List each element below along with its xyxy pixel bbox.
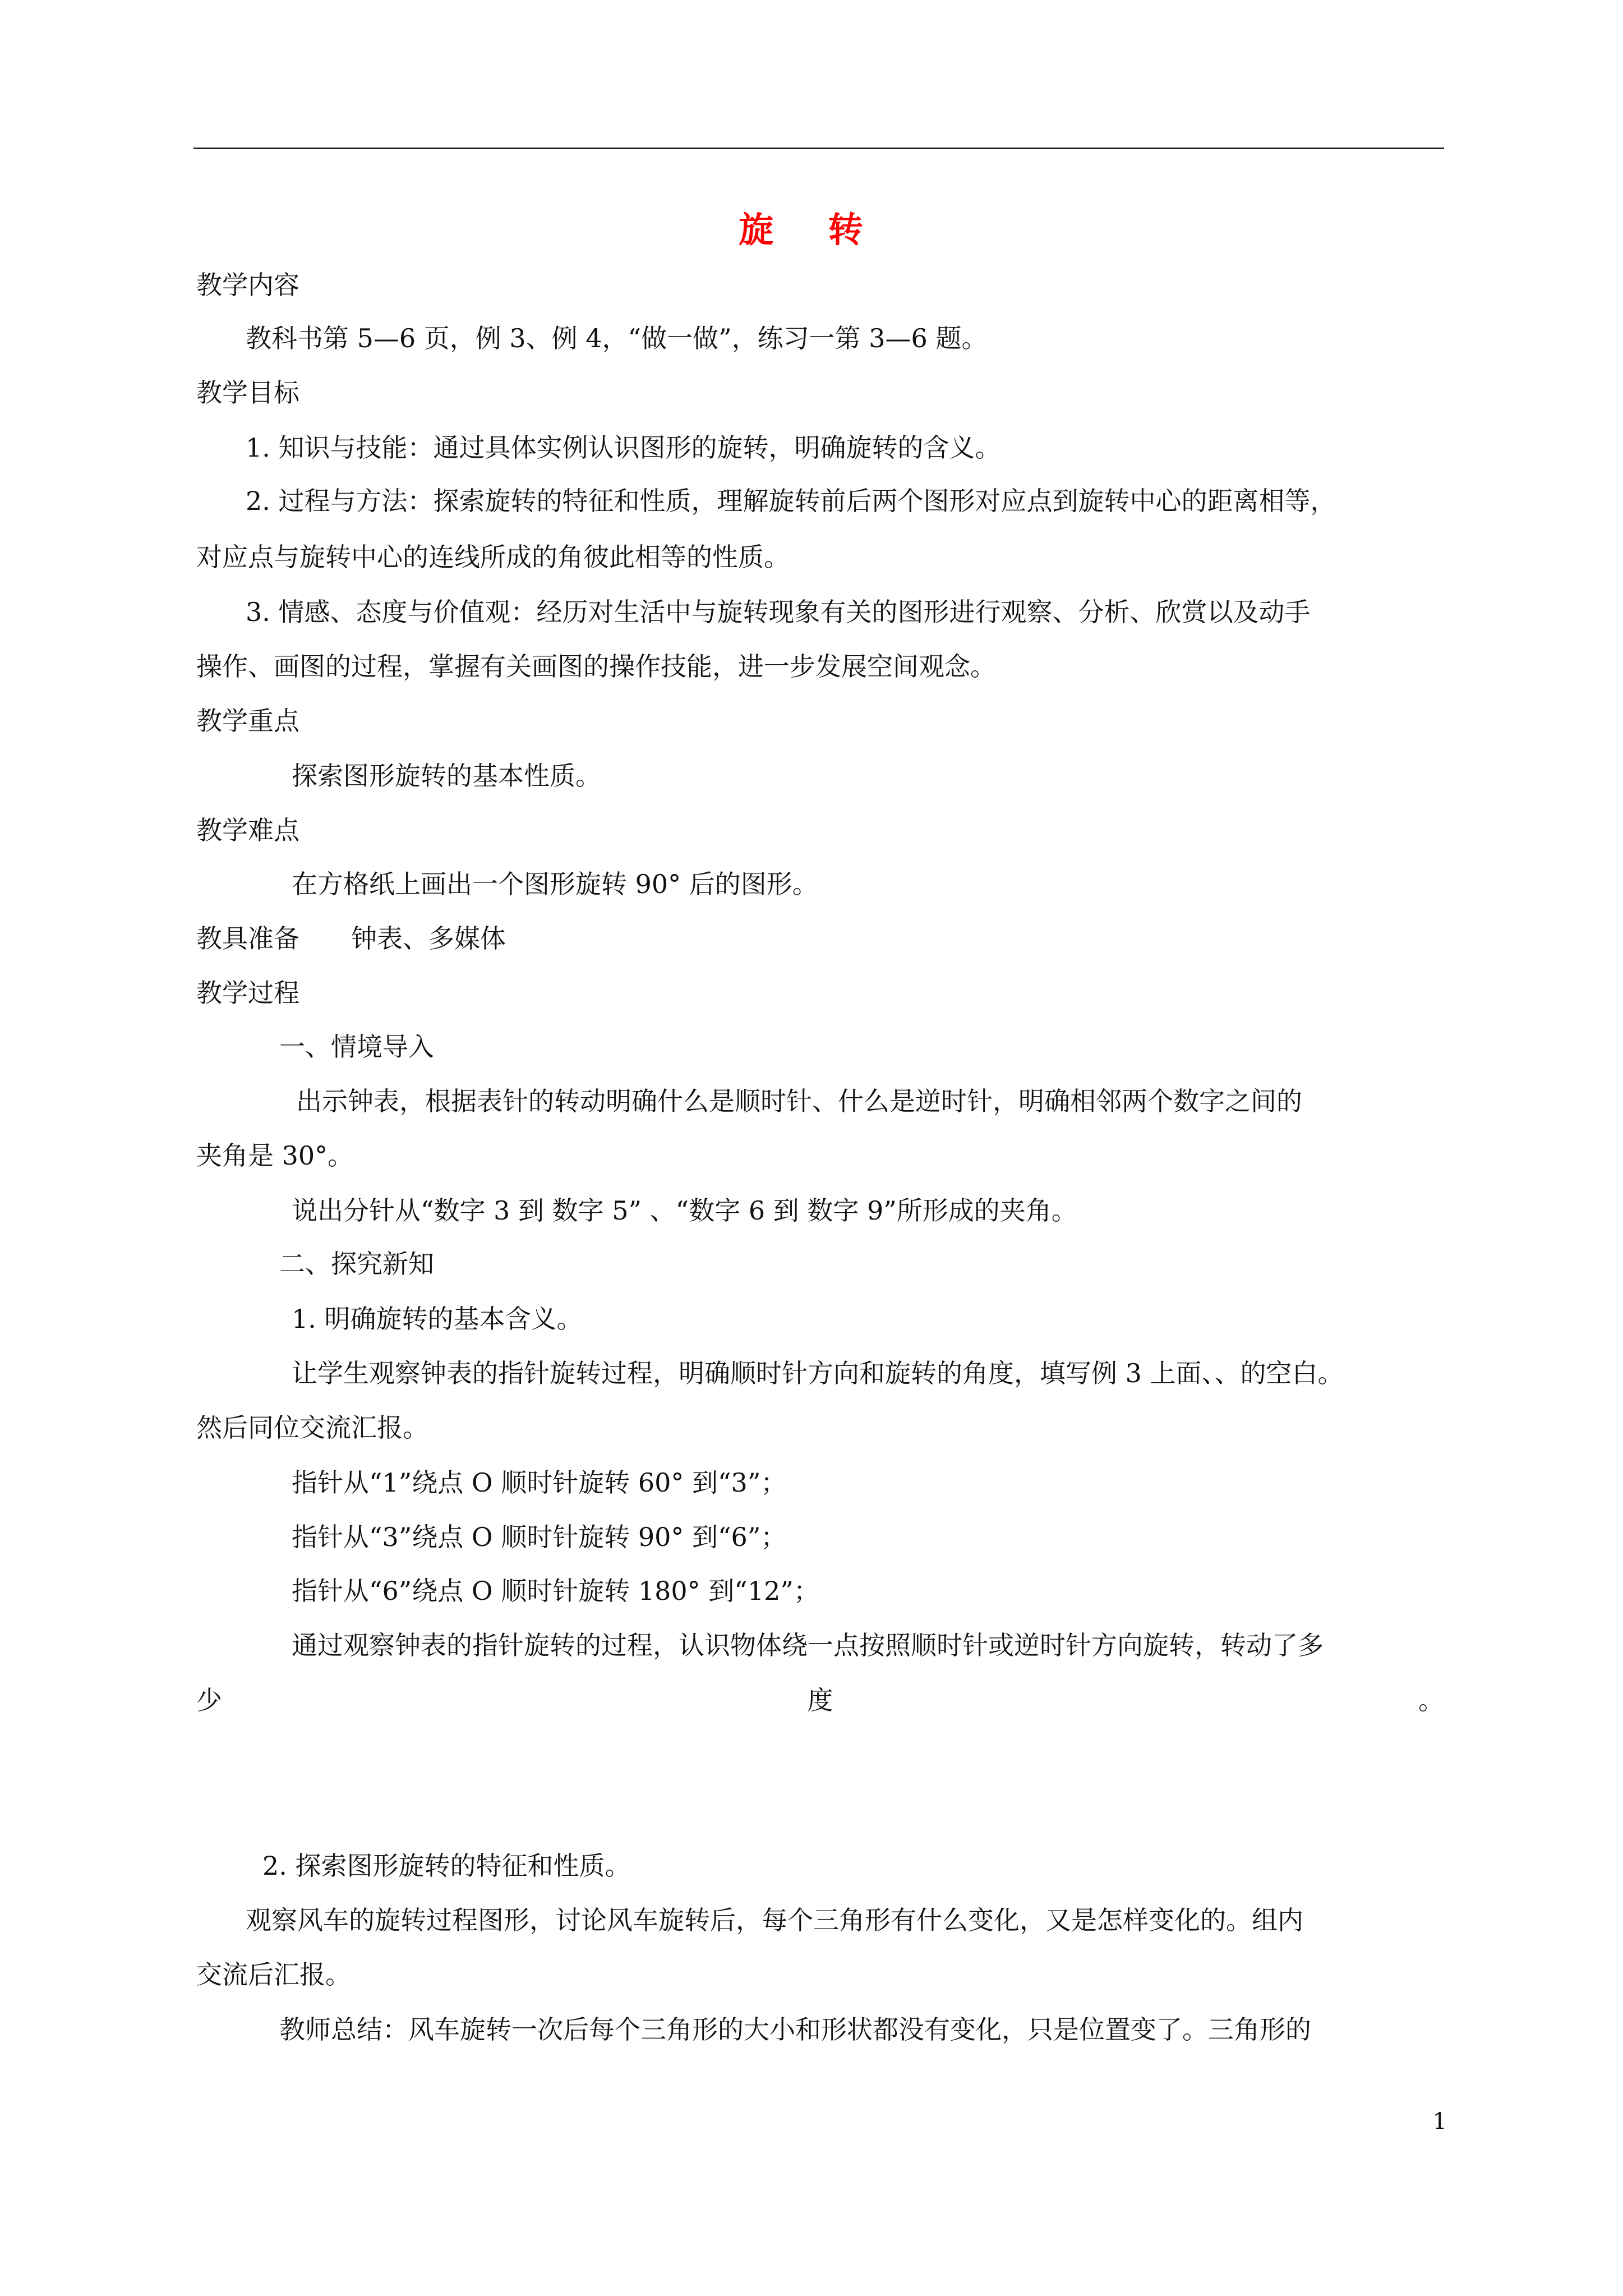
section-heading-tools: 教具准备 钟表、多媒体 xyxy=(196,923,506,954)
teacher-summary: 教师总结：风车旋转一次后每个三角形的大小和形状都没有变化，只是位置变了。三角形的 xyxy=(279,2014,1311,2045)
summary-line-1: 通过观察钟表的指针旋转的过程，认识物体绕一点按照顺时针或逆时针方向旋转，转动了多 xyxy=(292,1630,1324,1660)
section-heading-goals: 教学目标 xyxy=(196,378,299,408)
header-rule xyxy=(193,148,1444,149)
goal-2-line-2: 对应点与旋转中心的连线所成的角彼此相等的性质。 xyxy=(196,542,790,572)
goal-3-line-1: 3. 情感、态度与价值观：经历对生活中与旋转现象有关的图形进行观察、分析、欣赏以及动手 xyxy=(246,597,1311,627)
content-text: 教科书第 5—6 页，例 3、例 4，“做一做”，练习一第 3—6 题。 xyxy=(246,323,988,353)
explore-para-line-1: 让学生观察钟表的指针旋转过程，明确顺时针方向和旋转的角度，填写例 3 上面、、的空白。 xyxy=(292,1358,1344,1388)
intro-para-line-1: 出示钟表，根据表针的转动明确什么是顺时针、什么是逆时针，明确相邻两个数字之间的 xyxy=(296,1086,1302,1116)
windmill-para-line-1: 观察风车的旋转过程图形，讨论风车旋转后，每个三角形有什么变化，又是怎样变化的。组内 xyxy=(246,1905,1303,1935)
intro-question: 说出分针从“数字 3 到 数字 5” 、“数字 6 到 数字 9”所形成的夹角。 xyxy=(292,1195,1077,1226)
goal-3-line-2: 操作、画图的过程，掌握有关画图的操作技能，进一步发展空间观念。 xyxy=(196,651,996,682)
windmill-para-line-2: 交流后汇报。 xyxy=(196,1959,351,1990)
explore-para-line-2: 然后同位交流汇报。 xyxy=(196,1412,428,1443)
summary-word-1: 少 xyxy=(196,1685,222,1715)
section-heading-content: 教学内容 xyxy=(196,270,299,300)
goal-1: 1. 知识与技能：通过具体实例认识图形的旋转，明确旋转的含义。 xyxy=(246,432,1001,463)
rotation-example-2: 指针从“3”绕点 O 顺时针旋转 90° 到“6”； xyxy=(292,1522,787,1552)
section-heading-difficulty: 教学难点 xyxy=(196,815,299,845)
summary-line-2 xyxy=(196,1682,1444,1719)
subheading-intro: 一、情境导入 xyxy=(279,1032,434,1062)
rotation-example-1: 指针从“1”绕点 O 顺时针旋转 60° 到“3”； xyxy=(292,1467,787,1498)
summary-word-2: 度 xyxy=(807,1685,833,1715)
section-heading-key: 教学重点 xyxy=(196,706,299,736)
explore-step-2: 2. 探索图形旋转的特征和性质。 xyxy=(262,1851,631,1881)
summary-word-3: 。 xyxy=(1418,1685,1444,1715)
subheading-explore: 二、探究新知 xyxy=(279,1249,434,1279)
goal-2-line-1: 2. 过程与方法：探索旋转的特征和性质，理解旋转前后两个图形对应点到旋转中心的距离相等， xyxy=(246,486,1336,516)
intro-para-line-2: 夹角是 30°。 xyxy=(196,1140,354,1171)
page-title: 旋 转 xyxy=(739,209,884,250)
explore-step-1: 1. 明确旋转的基本含义。 xyxy=(292,1304,583,1334)
section-heading-process: 教学过程 xyxy=(196,978,299,1008)
page-number: 1 xyxy=(1432,2109,1447,2134)
difficulty-text: 在方格纸上画出一个图形旋转 90° 后的图形。 xyxy=(292,869,818,899)
rotation-example-3: 指针从“6”绕点 O 顺时针旋转 180° 到“12”； xyxy=(292,1576,819,1606)
key-point-text: 探索图形旋转的基本性质。 xyxy=(292,761,601,791)
